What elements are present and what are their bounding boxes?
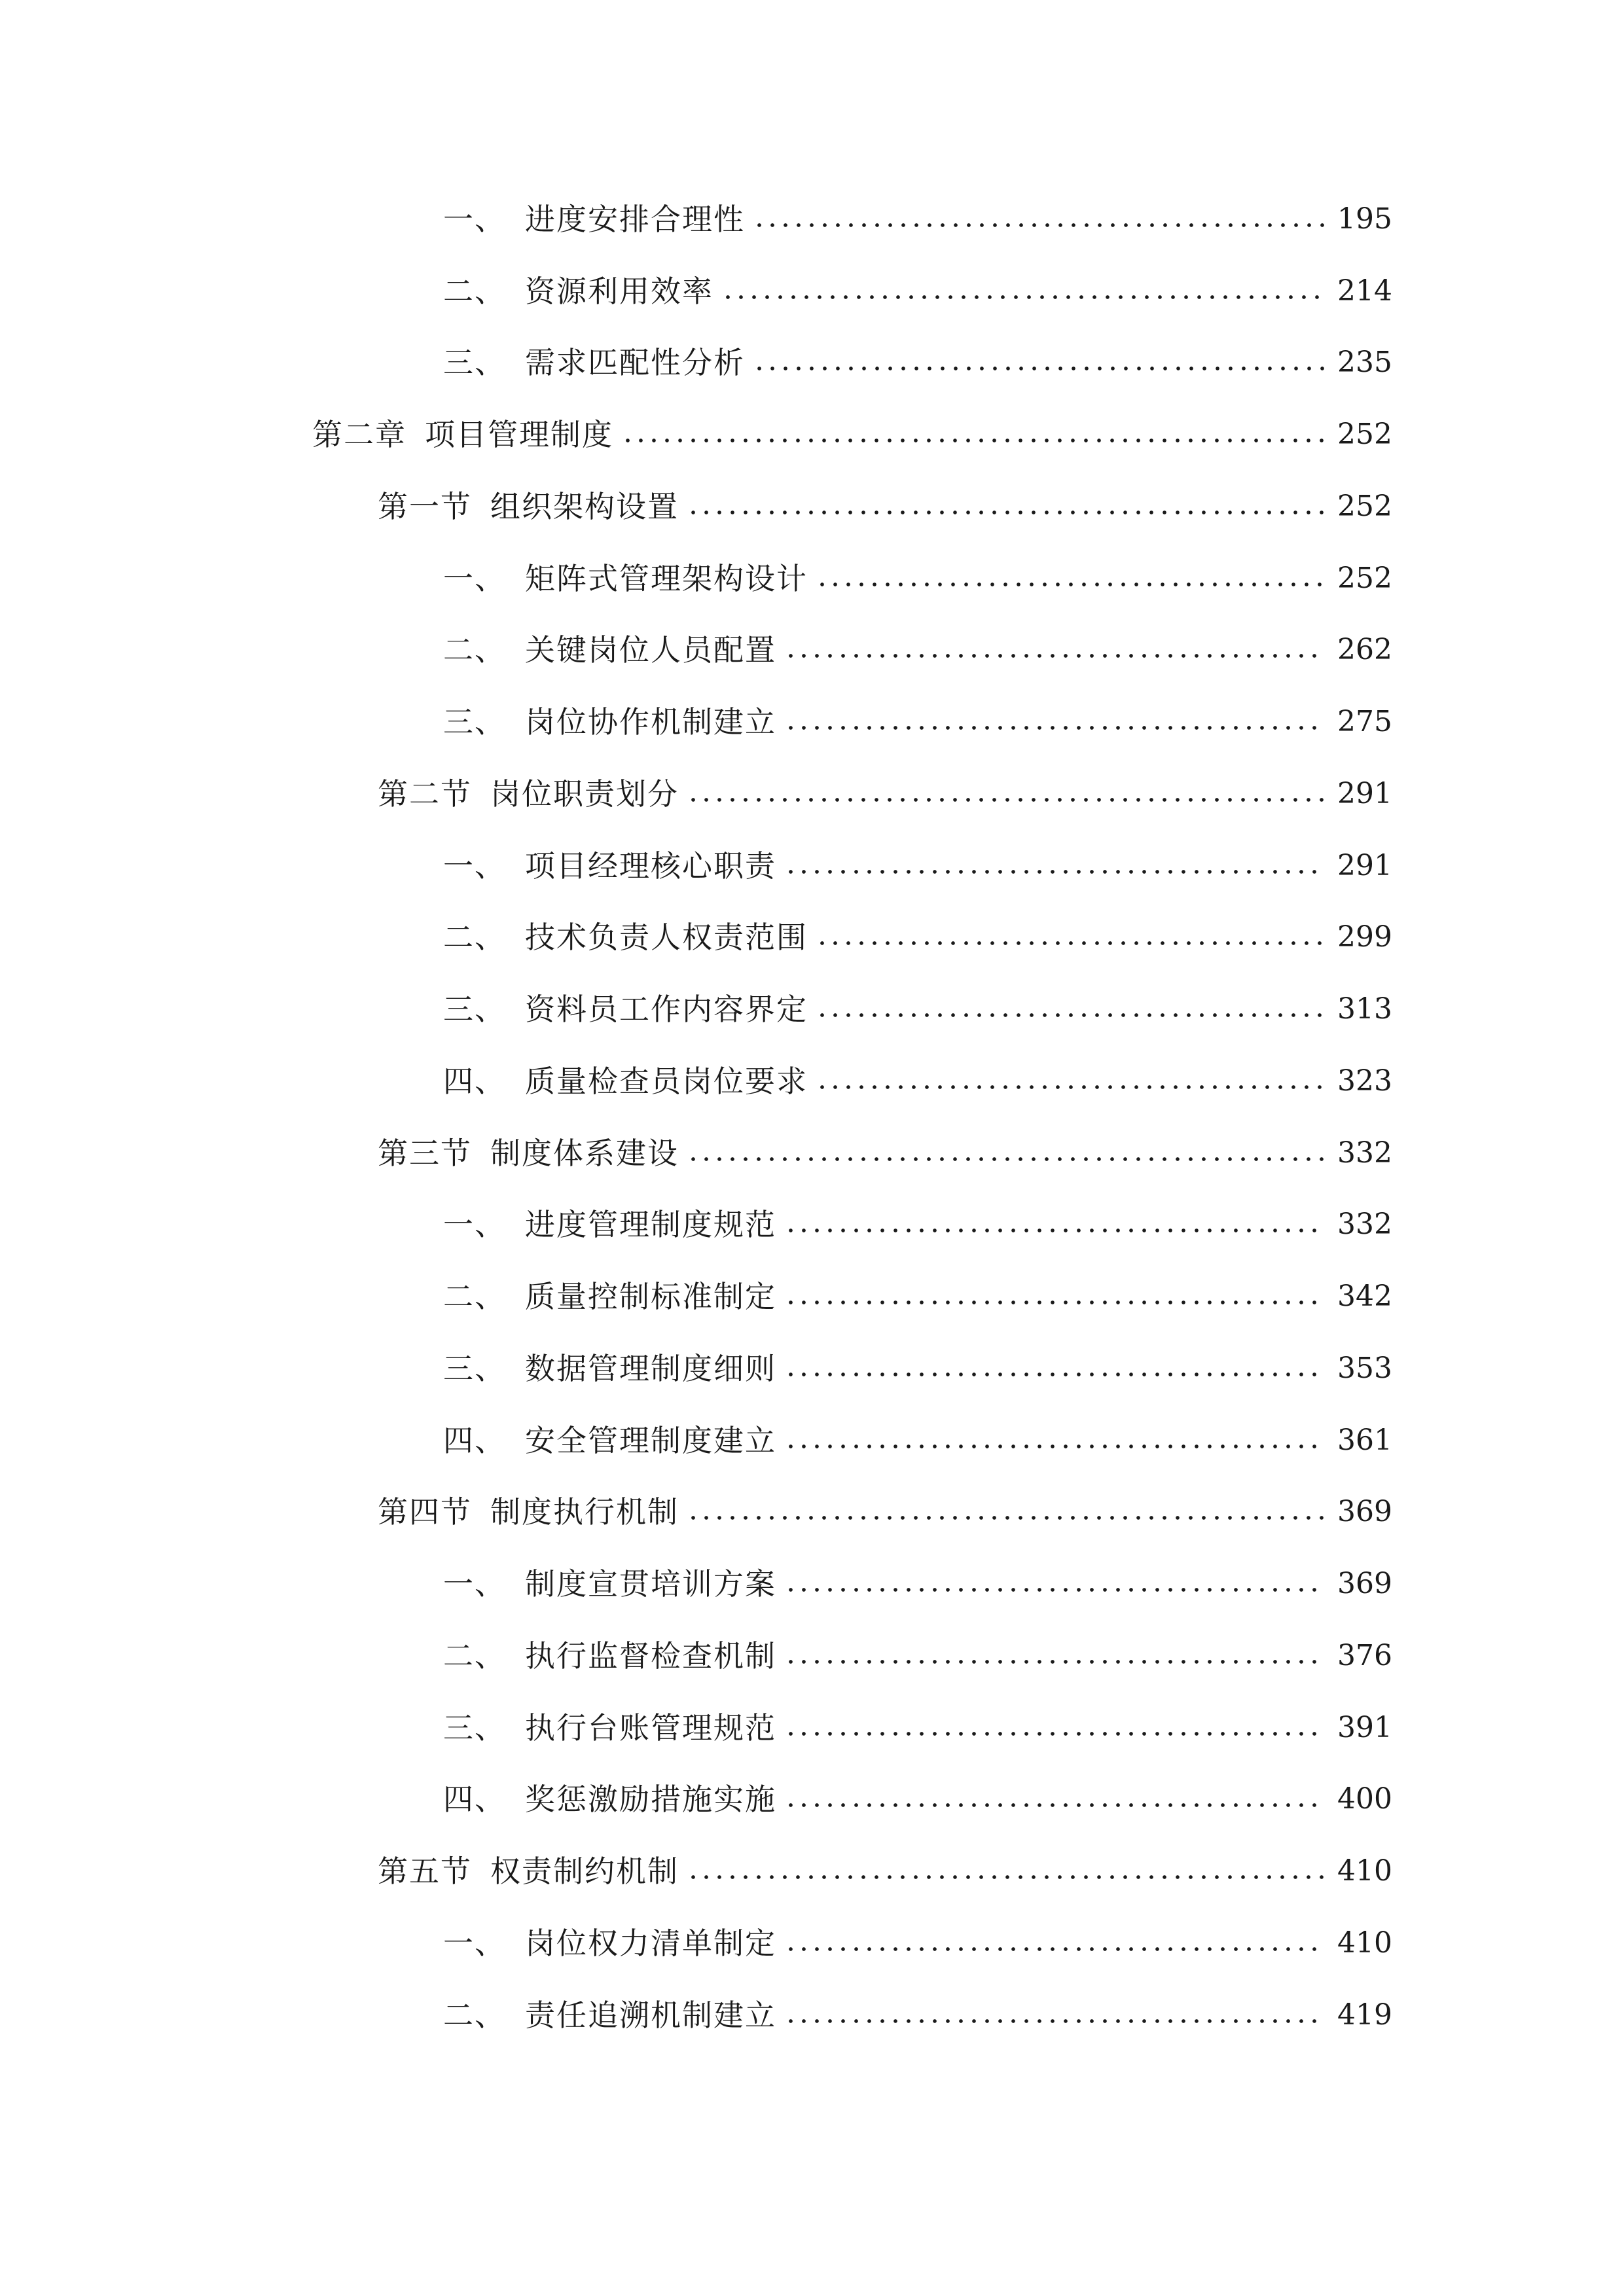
dot-leader xyxy=(721,295,1324,300)
dot-leader xyxy=(687,797,1324,802)
dot-leader xyxy=(621,438,1324,443)
toc-entry-marker: 二、 xyxy=(443,632,506,668)
toc-entry-title: 需求匹配性分析 xyxy=(525,345,745,380)
dot-leader xyxy=(687,1515,1324,1520)
toc-entry-title: 技术负责人权责范围 xyxy=(525,920,808,955)
toc-entry-title: 项目经理核心职责 xyxy=(525,848,776,884)
toc-entry-title: 安全管理制度建立 xyxy=(525,1423,776,1458)
toc-entry-marker: 第二节 xyxy=(378,776,472,812)
toc-entry-section[interactable] xyxy=(378,771,1392,817)
dot-leader xyxy=(784,869,1324,874)
toc-entry[interactable] xyxy=(443,1633,1392,1679)
toc-entry[interactable] xyxy=(443,986,1392,1032)
dot-leader xyxy=(784,1587,1324,1592)
toc-entry-title: 岗位协作机制建立 xyxy=(525,704,776,740)
toc-entry[interactable] xyxy=(443,1274,1392,1319)
toc-entry-page: 410 xyxy=(1337,1926,1392,1960)
toc-entry-marker: 第三节 xyxy=(378,1136,472,1171)
toc-entry-title: 资料员工作内容界定 xyxy=(525,992,808,1027)
dot-leader xyxy=(784,1444,1324,1449)
dot-leader xyxy=(784,725,1324,730)
toc-entry[interactable] xyxy=(443,1202,1392,1247)
toc-entry[interactable] xyxy=(443,1705,1392,1751)
dot-leader xyxy=(784,1946,1324,1952)
toc-entry-page: 313 xyxy=(1337,992,1392,1026)
dot-leader xyxy=(816,941,1324,946)
toc-entry-marker: 第二章 xyxy=(312,417,406,452)
toc-entry-page: 262 xyxy=(1337,633,1392,666)
toc-entry[interactable] xyxy=(443,627,1392,673)
dot-leader xyxy=(687,1874,1324,1880)
toc-entry-page: 323 xyxy=(1337,1064,1392,1098)
toc-entry-marker: 二、 xyxy=(443,274,506,309)
toc-entry-page: 275 xyxy=(1337,705,1392,738)
toc-entry-page: 299 xyxy=(1337,920,1392,954)
dot-leader xyxy=(816,1085,1324,1090)
toc-entry-chapter[interactable] xyxy=(312,412,1392,457)
toc-entry-page: 419 xyxy=(1337,1998,1392,2032)
toc-entry-page: 332 xyxy=(1337,1208,1392,1241)
toc-entry-title: 执行监督检查机制 xyxy=(525,1638,776,1674)
toc-entry-section[interactable] xyxy=(378,484,1392,529)
toc-entry[interactable] xyxy=(443,1418,1392,1463)
dot-leader xyxy=(784,1300,1324,1305)
toc-entry-section[interactable] xyxy=(378,1848,1392,1894)
toc-entry[interactable] xyxy=(443,196,1392,242)
toc-entry-page: 195 xyxy=(1337,202,1392,236)
dot-leader xyxy=(784,1659,1324,1664)
toc-entry-title: 执行台账管理规范 xyxy=(525,1710,776,1746)
dot-leader xyxy=(784,2018,1324,2024)
toc-entry[interactable] xyxy=(443,699,1392,745)
dot-leader xyxy=(816,1013,1324,1018)
toc-entry-marker: 四、 xyxy=(443,1423,506,1458)
toc-entry-title: 组织架构设置 xyxy=(490,489,679,524)
toc-entry-marker: 一、 xyxy=(443,202,506,237)
toc-entry-marker: 四、 xyxy=(443,1064,506,1099)
toc-entry-page: 376 xyxy=(1337,1639,1392,1672)
dot-leader xyxy=(784,653,1324,658)
toc-entry[interactable] xyxy=(443,556,1392,601)
toc-entry-page: 400 xyxy=(1337,1782,1392,1816)
toc-entry-title: 制度执行机制 xyxy=(490,1494,679,1530)
toc-entry-marker: 三、 xyxy=(443,1351,506,1386)
toc-entry[interactable] xyxy=(443,843,1392,889)
toc-entry-title: 矩阵式管理架构设计 xyxy=(525,561,808,596)
toc-entry-title: 质量控制标准制定 xyxy=(525,1279,776,1314)
toc-entry-marker: 一、 xyxy=(443,1207,506,1242)
toc-entry-marker: 第五节 xyxy=(378,1854,472,1889)
toc-entry[interactable] xyxy=(443,1346,1392,1391)
toc-entry-page: 291 xyxy=(1337,849,1392,882)
toc-entry-section[interactable] xyxy=(378,1489,1392,1535)
toc-entry-title: 责任追溯机制建立 xyxy=(525,1998,776,2033)
toc-entry-title: 进度安排合理性 xyxy=(525,202,745,237)
toc-entry[interactable] xyxy=(443,1561,1392,1607)
toc-entry-marker: 二、 xyxy=(443,1998,506,2033)
dot-leader xyxy=(784,1372,1324,1377)
toc-entry-page: 369 xyxy=(1337,1495,1392,1528)
toc-entry-page: 342 xyxy=(1337,1280,1392,1313)
toc-entry[interactable] xyxy=(443,340,1392,386)
toc-entry-title: 进度管理制度规范 xyxy=(525,1207,776,1242)
toc-entry-title: 质量检查员岗位要求 xyxy=(525,1064,808,1099)
dot-leader xyxy=(753,223,1324,228)
toc-entry-marker: 一、 xyxy=(443,561,506,596)
toc-entry[interactable] xyxy=(443,268,1392,314)
toc-entry-page: 361 xyxy=(1337,1424,1392,1457)
toc-entry-page: 391 xyxy=(1337,1711,1392,1744)
toc-entry-marker: 第一节 xyxy=(378,489,472,524)
toc-entry-page: 252 xyxy=(1337,562,1392,595)
toc-entry-marker: 一、 xyxy=(443,1926,506,1961)
toc-entry-marker: 一、 xyxy=(443,1566,506,1602)
toc-entry-marker: 二、 xyxy=(443,920,506,955)
toc-entry-marker: 四、 xyxy=(443,1782,506,1817)
toc-entry-marker: 第四节 xyxy=(378,1494,472,1530)
toc-entry-title: 奖惩激励措施实施 xyxy=(525,1782,776,1817)
toc-entry-marker: 三、 xyxy=(443,345,506,380)
toc-entry[interactable] xyxy=(443,1776,1392,1822)
toc-entry-page: 332 xyxy=(1337,1136,1392,1170)
toc-entry-marker: 一、 xyxy=(443,848,506,884)
toc-entry-page: 410 xyxy=(1337,1854,1392,1888)
toc-entry-marker: 二、 xyxy=(443,1279,506,1314)
toc-entry-marker: 三、 xyxy=(443,704,506,740)
toc-entry-title: 制度体系建设 xyxy=(490,1136,679,1171)
toc-entry-title: 权责制约机制 xyxy=(490,1854,679,1889)
dot-leader xyxy=(784,1803,1324,1808)
toc-entry-title: 数据管理制度细则 xyxy=(525,1351,776,1386)
toc-entry-page: 291 xyxy=(1337,777,1392,810)
toc-entry-title: 制度宣贯培训方案 xyxy=(525,1566,776,1602)
toc-entry-marker: 三、 xyxy=(443,992,506,1027)
toc-entry-title: 岗位职责划分 xyxy=(490,776,679,812)
dot-leader xyxy=(784,1228,1324,1233)
toc-entry-page: 369 xyxy=(1337,1567,1392,1600)
toc-entry-page: 252 xyxy=(1337,490,1392,523)
toc-entry-page: 353 xyxy=(1337,1352,1392,1385)
dot-leader xyxy=(687,1157,1324,1162)
toc-entry-marker: 三、 xyxy=(443,1710,506,1746)
dot-leader xyxy=(753,366,1324,371)
toc-entry-page: 214 xyxy=(1337,274,1392,308)
toc-entry-title: 岗位权力清单制定 xyxy=(525,1926,776,1961)
dot-leader xyxy=(816,582,1324,587)
toc-entry-title: 资源利用效率 xyxy=(525,274,713,309)
toc-entry[interactable] xyxy=(443,914,1392,960)
toc-entry-page: 252 xyxy=(1337,418,1392,451)
toc-entry-section[interactable] xyxy=(378,1130,1392,1176)
dot-leader xyxy=(687,510,1324,515)
toc-entry[interactable] xyxy=(443,1920,1392,1966)
dot-leader xyxy=(784,1731,1324,1736)
toc-entry[interactable] xyxy=(443,1058,1392,1104)
toc-entry-title: 项目管理制度 xyxy=(425,417,613,452)
toc-entry-page: 235 xyxy=(1337,346,1392,379)
toc-entry[interactable] xyxy=(443,1992,1392,2038)
toc-entry-title: 关键岗位人员配置 xyxy=(525,632,776,668)
toc-entry-marker: 二、 xyxy=(443,1638,506,1674)
